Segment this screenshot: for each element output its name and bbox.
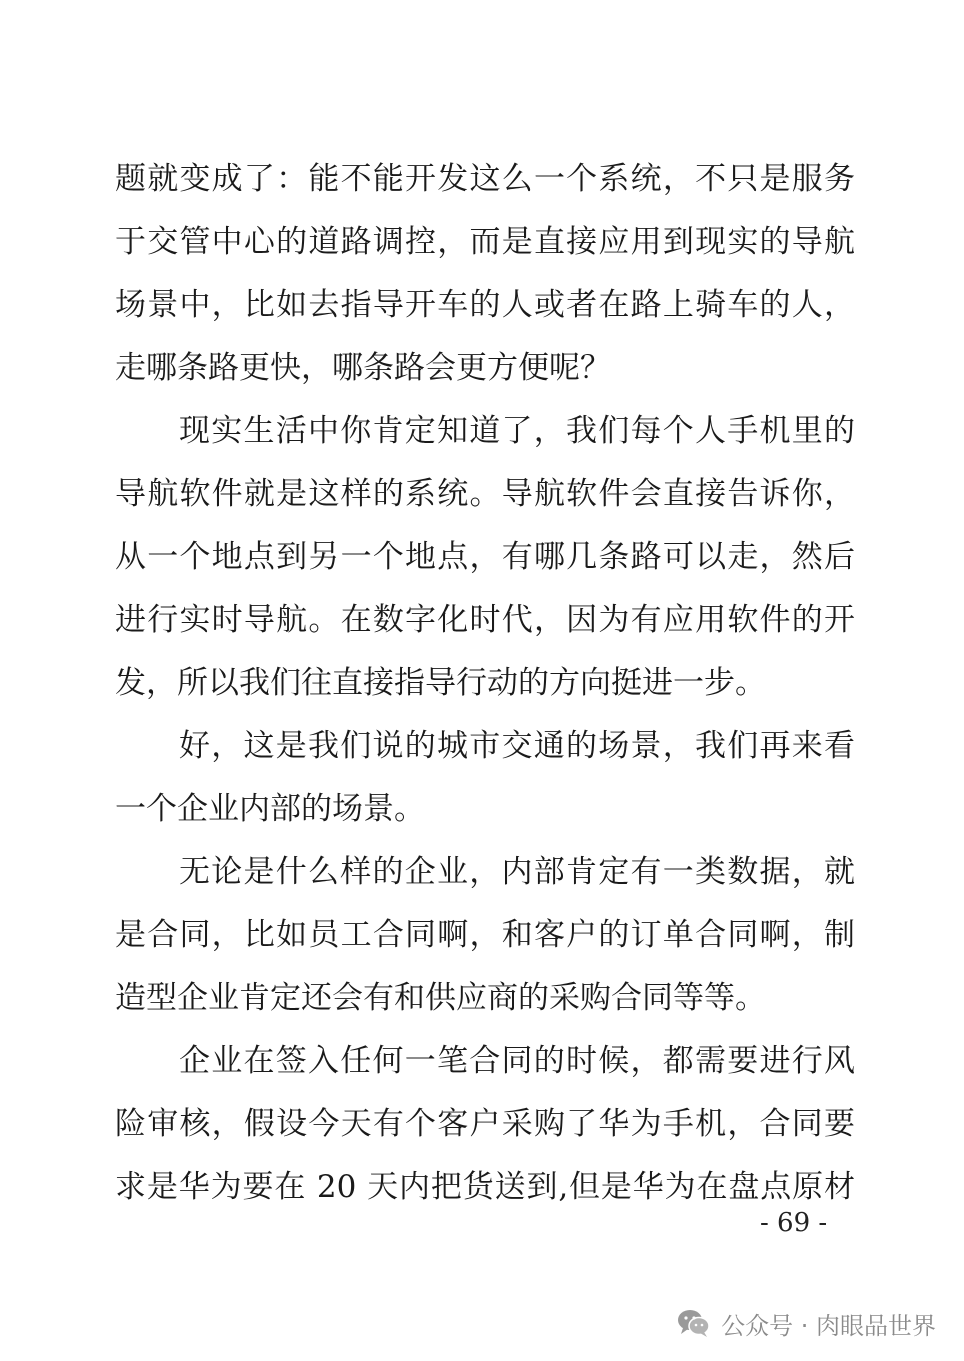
text-line: 企业在签入任何一笔合同的时候，都需要进行风 [179,1043,855,1079]
text-line: 是合同，比如员工合同啊，和客户的订单合同啊，制 [115,917,855,953]
paragraph [115,841,855,1030]
text-line: 题就变成了：能不能开发这么一个系统，不只是服务 [115,161,855,197]
text-line: 进行实时导航。在数字化时代，因为有应用软件的开 [115,602,855,638]
paragraph [115,1030,855,1219]
text-line: 无论是什么样的企业，内部肯定有一类数据，就 [179,854,855,890]
text-line: 一个企业内部的场景。 [115,791,425,827]
text-line: 求是华为要在 20 天内把货送到,但是华为在盘点原材 [115,1169,855,1205]
text-line: 现实生活中你肯定知道了，我们每个人手机里的 [179,413,855,449]
paragraph [115,148,855,400]
text-line: 险审核，假设今天有个客户采购了华为手机，合同要 [115,1106,855,1142]
text-line: 导航软件就是这样的系统。导航软件会直接告诉你， [115,476,855,512]
text-line: 从一个地点到另一个地点，有哪几条路可以走，然后 [115,539,855,575]
page-number: - 69 - [760,1208,828,1238]
text-line: 造型企业肯定还会有和供应商的采购合同等等。 [115,980,766,1016]
paragraph [115,400,855,715]
watermark-text: 公众号 · 肉眼品世界 [721,1311,936,1340]
text-line: 于交管中心的道路调控，而是直接应用到现实的导航 [115,224,855,260]
watermark [677,1305,936,1341]
wechat-icon [677,1308,711,1338]
paragraph [115,715,855,841]
text-line: 场景中，比如去指导开车的人或者在路上骑车的人， [115,287,855,323]
page-body [115,148,855,1219]
text-line: 走哪条路更快，哪条路会更方便呢？ [115,350,611,386]
text-line: 好，这是我们说的城市交通的场景，我们再来看 [179,728,855,764]
text-line: 发，所以我们往直接指导行动的方向挺进一步。 [115,665,766,701]
